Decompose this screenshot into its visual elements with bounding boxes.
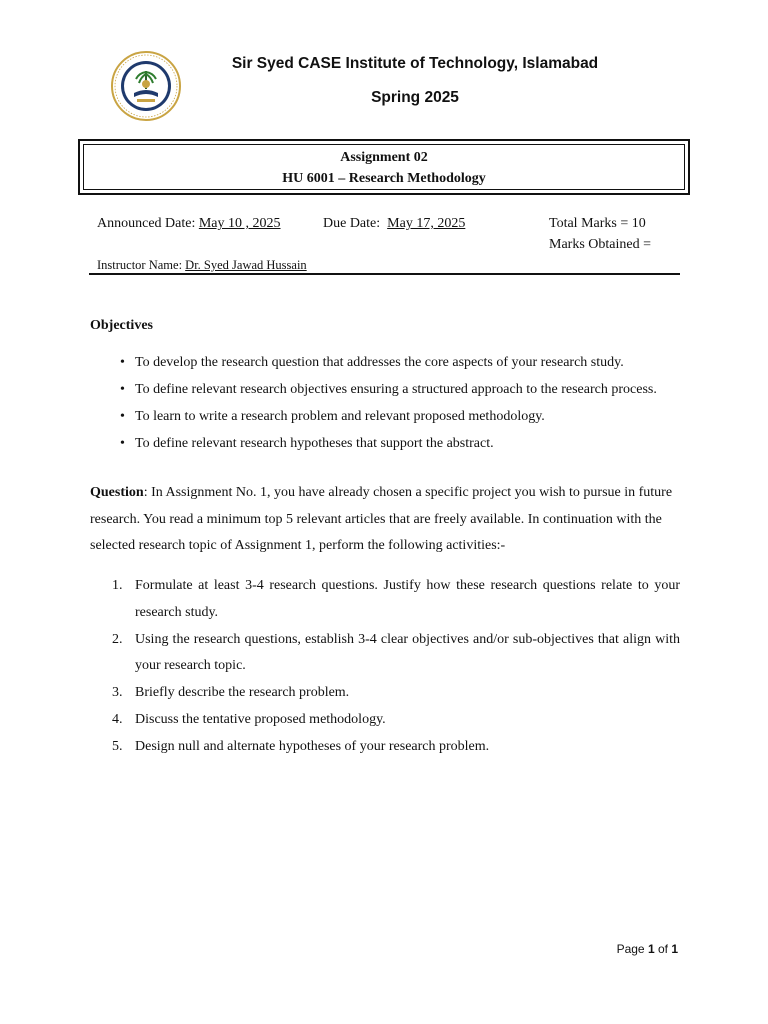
- assignment-title-box: [78, 139, 690, 195]
- assignment-number: Assignment 02: [340, 150, 428, 165]
- semester-label: Spring 2025: [371, 89, 459, 106]
- instructor-value: Dr. Syed Jawad Hussain: [185, 258, 307, 272]
- list-item: • To develop the research question that addresses the core aspects of your research study.: [110, 353, 710, 380]
- announced-date-value: May 10 , 2025: [198, 216, 281, 231]
- instructor-label: Instructor Name:: [97, 258, 186, 272]
- list-item: • To learn to write a research problem and relevant proposed methodology.: [110, 407, 710, 434]
- page-number: Page 1 of 1: [616, 942, 678, 956]
- due-date-value: May 17, 2025: [387, 216, 466, 231]
- objectives-list: [110, 353, 710, 461]
- question-text: : In Assignment No. 1, you have already chosen a specific project you wish to pursue in future research. You read a minimum top 5 relevant articles that are freely available. In continuation with the selected research topic of Assignment 1, perform the following activities:-: [90, 485, 673, 553]
- announced-date-label: Announced Date:: [97, 216, 199, 231]
- bullet-icon: •: [120, 436, 125, 451]
- marks-obtained: Marks Obtained =: [549, 237, 651, 252]
- bullet-icon: •: [120, 409, 125, 424]
- due-date-label: Due Date:: [323, 216, 388, 231]
- list-item: • To define relevant research hypotheses that support the abstract.: [110, 434, 710, 461]
- objectives-heading: Objectives: [90, 318, 153, 333]
- list-item: 1. Formulate at least 3-4 research questions. Justify how these research questions relate to your research study.: [112, 578, 680, 620]
- question-label: Question: [90, 485, 144, 500]
- course-title: HU 6001 – Research Methodology: [282, 171, 486, 186]
- header-divider: [89, 273, 680, 275]
- list-item: 5. Design null and alternate hypotheses of your research problem.: [112, 738, 490, 754]
- bullet-icon: •: [120, 382, 125, 397]
- list-item: 4. Discuss the tentative proposed methodology.: [112, 711, 386, 727]
- list-item: • To define relevant research objectives ensuring a structured approach to the research process.: [110, 380, 710, 407]
- list-item: 3. Briefly describe the research problem.: [112, 685, 350, 701]
- activities-list: [90, 573, 680, 761]
- due-date: [323, 216, 465, 232]
- list-item: 2. Using the research questions, establish 3-4 clear objectives and/or sub-objectives that align with your research topic.: [112, 631, 680, 674]
- question-paragraph: [90, 480, 680, 560]
- bullet-icon: •: [120, 355, 125, 370]
- total-marks: Total Marks = 10: [549, 216, 646, 231]
- institute-name: Sir Syed CASE Institute of Technology, Islamabad: [231, 55, 599, 72]
- university-seal-icon: [111, 51, 181, 121]
- announced-date: [97, 216, 281, 232]
- instructor-name: [97, 258, 307, 273]
